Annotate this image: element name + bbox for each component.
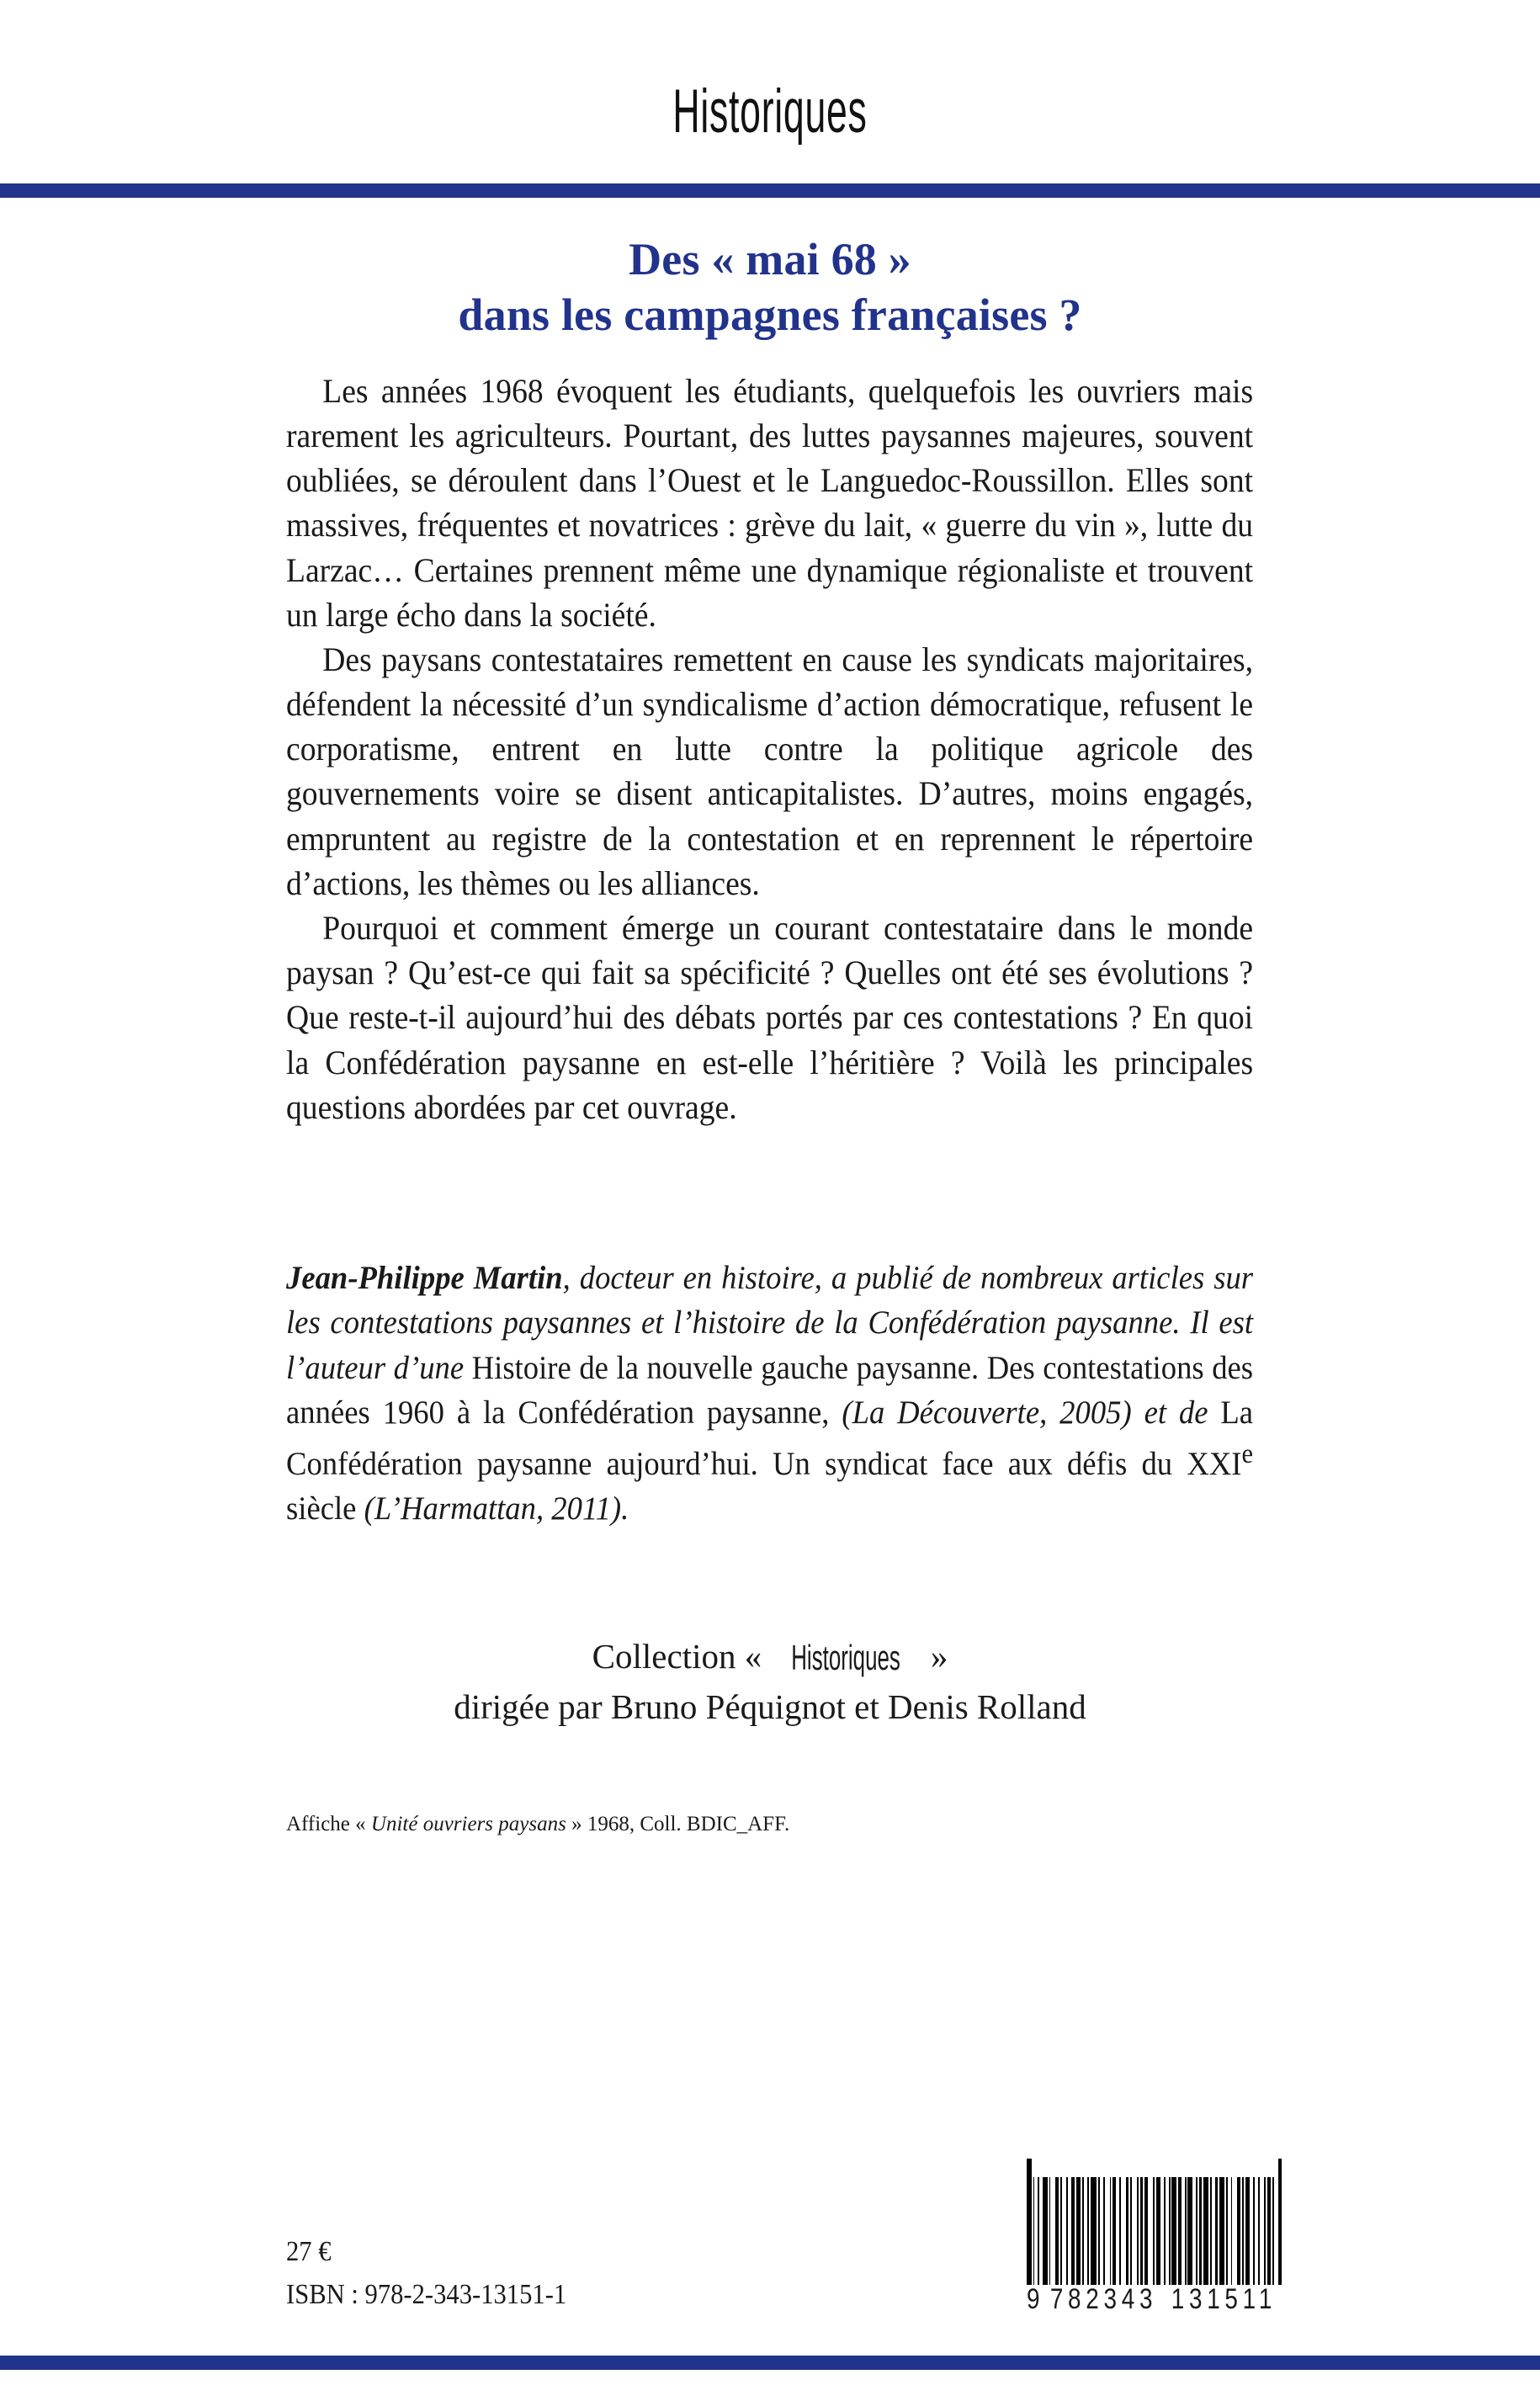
author-bio <box>286 1256 1253 1532</box>
author-work-1-title: Histoire de la nouvelle gauche paysanne. Des contestations des années 1960 à la Confédération paysanne, <box>286 1349 1254 1432</box>
collection-credits <box>286 1632 1254 1732</box>
bottom-divider-rule <box>0 2356 1540 2370</box>
author-work-2-title: La Confédération paysanne aujourd’hui. Un syndicat face aux défis du XXI <box>286 1394 1254 1482</box>
author-work-1-publisher: (La Découverte, 2005) et de <box>829 1394 1221 1432</box>
collection-name-line <box>286 1632 1254 1681</box>
blurb-paragraph-2: Des paysans contestataires remettent en cause les syndicats majoritaires, défendent la nécessité d’un syndicalisme d’action démocratique, refusent le corporatisme, entrent en lutte contre la politique agricole des gouvernements voire se disent anticapitalistes. D’autres, moins engagés, empruntent au registre de la contestation et en reprennent le répertoire d’actions, les thèmes ou les alliances. <box>286 640 1254 902</box>
book-title-line-2: dans les campagnes françaises ? <box>458 289 1082 340</box>
collection-script-name: Historiques <box>791 1638 901 1678</box>
blurb-paragraph-1: Les années 1968 évoquent les étudiants, quelquefois les ouvriers mais rarement les agriculteurs. Pourtant, des luttes paysannes majeures, souvent oubliées, se déroulent dans l’Ouest et le Languedoc-Roussillon. Elles sont massives, fréquentes et novatrices : grève du lait, « guerre du vin », lutte du Larzac… Certaines prennent même une dynamique régionaliste et trouvent un large écho dans la société. <box>286 371 1254 634</box>
cover-content <box>286 232 1254 1836</box>
barcode-digits <box>1027 2283 1289 2316</box>
blurb <box>286 369 1253 1129</box>
author-work-2-ordinal-superscript: e <box>1241 1438 1254 1469</box>
image-credit-suffix: » 1968, Coll. BDIC_AFF. <box>566 1813 790 1836</box>
price-label: 27 € <box>286 2236 332 2267</box>
collection-label-before: Collection « <box>592 1637 771 1676</box>
book-title-line-1: Des « mai 68 » <box>629 234 911 284</box>
top-divider-rule <box>0 183 1540 198</box>
barcode-right-group: 131511 <box>1171 2283 1277 2315</box>
page-title <box>286 232 1254 343</box>
author-name: Jean-Philippe Martin <box>286 1259 563 1296</box>
collection-banner-title: Historiques <box>672 77 868 146</box>
collection-banner <box>0 0 1540 195</box>
image-credit-poster-title: Unité ouvriers paysans <box>370 1813 566 1836</box>
author-bio-lead: , docteur en histoire, a publié de nombreux articles sur les contestations paysannes et l’histoire de la Confédération paysanne. Il est l’auteur d’une <box>286 1259 1254 1386</box>
author-work-2-publisher: (L’Harmattan, 2011). <box>364 1490 629 1527</box>
author-bio-text <box>286 1256 1253 1532</box>
barcode-lead-digit: 9 <box>1027 2283 1041 2315</box>
isbn-label: ISBN : 978-2-343-13151-1 <box>286 2279 567 2310</box>
image-credit-prefix: Affiche « <box>286 1813 371 1836</box>
author-work-2-title-end: siècle <box>286 1490 364 1527</box>
barcode-left-group: 782343 <box>1049 2283 1158 2315</box>
image-credit <box>286 1813 1254 1836</box>
barcode-bars <box>1027 2159 1346 2285</box>
price-isbn-block <box>286 2230 566 2316</box>
barcode <box>1027 2159 1346 2316</box>
cover-footer <box>286 2159 1397 2316</box>
blurb-paragraph-3: Pourquoi et comment émerge un courant contestataire dans le monde paysan ? Qu’est-ce qui fait sa spécificité ? Quelles ont été ses évolutions ? Que reste-t-il aujourd’hui des débats portés par ces contestations ? En quoi la Confédération paysanne en est-elle l’héritière ? Voilà les principales questions abordées par cet ouvrage. <box>286 909 1254 1126</box>
collection-label-after: » <box>921 1637 948 1676</box>
collection-directors: dirigée par Bruno Péquignot et Denis Rolland <box>454 1686 1086 1726</box>
